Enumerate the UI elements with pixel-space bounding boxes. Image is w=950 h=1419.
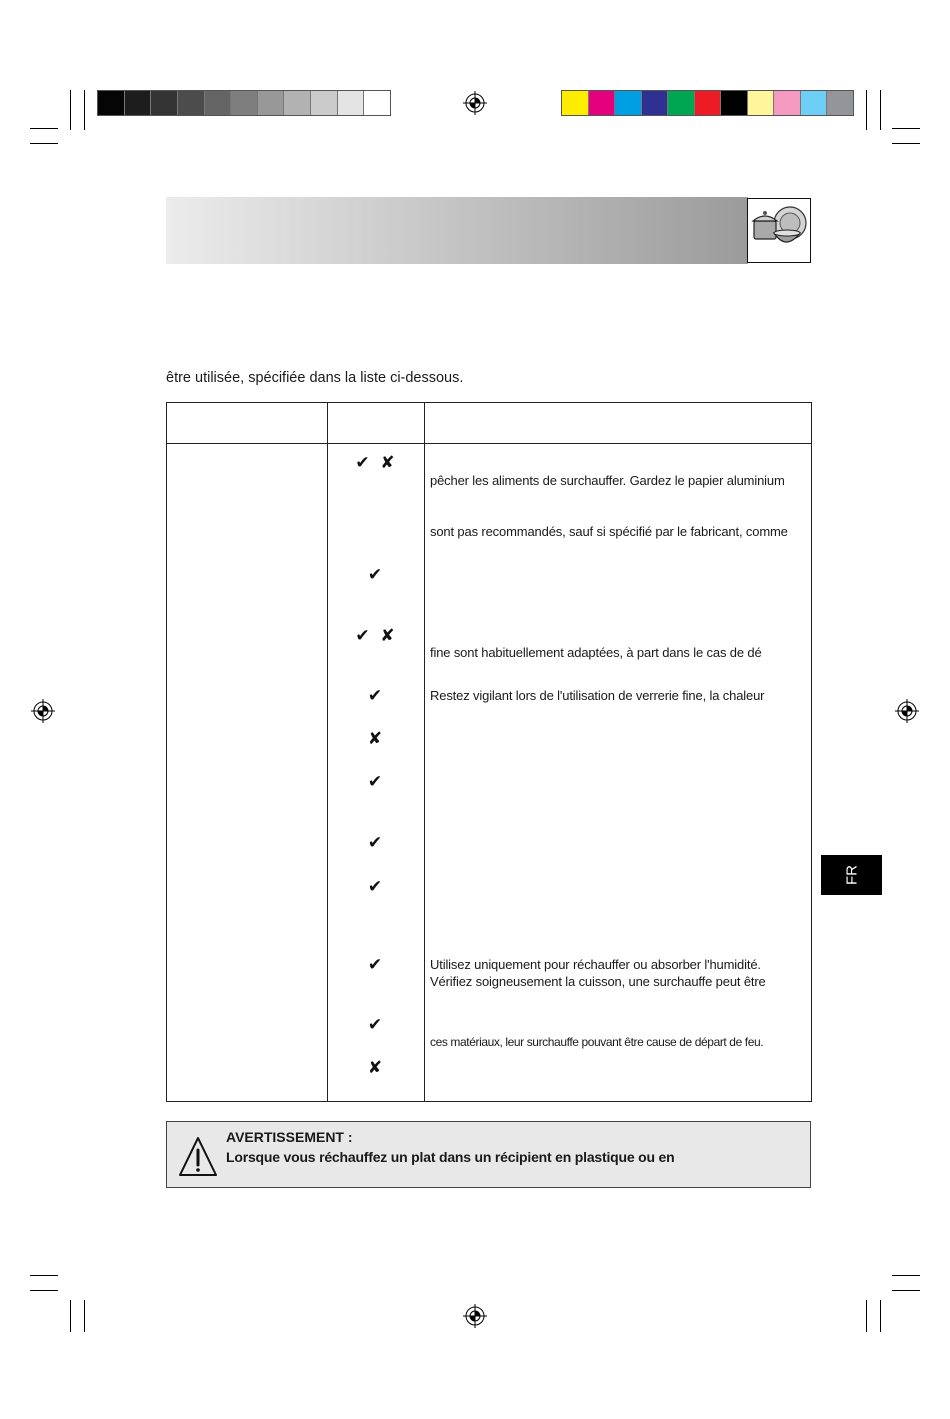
color-swatch: [721, 91, 748, 115]
color-swatch: [748, 91, 775, 115]
suitability-mark: ✔: [367, 1015, 383, 1035]
suitability-mark: ✔: [367, 955, 383, 975]
suitability-mark: ✔: [367, 877, 383, 897]
color-swatch: [774, 91, 801, 115]
cookware-icon: [748, 199, 809, 261]
color-swatch: [642, 91, 669, 115]
suitability-mark: ✔: [367, 565, 383, 585]
suitability-mark: ✘: [367, 729, 383, 749]
table-column-divider: [424, 402, 425, 1102]
color-swatch: [801, 91, 828, 115]
table-note: ces matériaux, leur surchauffe pouvant être cause de départ de feu.: [430, 1035, 764, 1049]
color-swatch: [338, 91, 365, 115]
table-note: pêcher les aliments de surchauffer. Gardez le papier aluminium: [430, 473, 785, 488]
crop-mark-top-left: [30, 90, 85, 144]
cookware-table: [166, 402, 812, 1102]
intro-text: être utilisée, spécifiée dans la liste ci-dessous.: [166, 370, 464, 386]
color-swatch: [695, 91, 722, 115]
color-swatch: [562, 91, 589, 115]
color-swatch: [827, 91, 853, 115]
suitability-mark: ✘: [367, 1058, 383, 1078]
registration-target-icon: [895, 699, 919, 723]
color-swatch: [151, 91, 178, 115]
section-header-band: [166, 197, 748, 264]
table-note: fine sont habituellement adaptées, à part dans le cas de dé: [430, 645, 762, 660]
suitability-mark: ✔: [367, 686, 383, 706]
color-swatch: [258, 91, 285, 115]
color-swatch: [205, 91, 232, 115]
color-swatch: [668, 91, 695, 115]
color-swatch: [231, 91, 258, 115]
color-swatch: [98, 91, 125, 115]
crop-mark-top-right: [867, 90, 921, 144]
registration-target-icon: [31, 699, 55, 723]
table-note: Vérifiez soigneusement la cuisson, une surchauffe peut être: [430, 974, 766, 989]
color-swatch: [125, 91, 152, 115]
crop-mark-bottom-right: [867, 1276, 921, 1333]
table-note: Utilisez uniquement pour réchauffer ou absorber l'humidité.: [430, 957, 761, 972]
warning-text: Lorsque vous réchauffez un plat dans un récipient en plastique ou en: [226, 1149, 675, 1165]
table-column-divider: [327, 402, 328, 1102]
language-tab: [821, 855, 882, 895]
language-tab-label: FR: [843, 865, 860, 885]
color-swatch: [284, 91, 311, 115]
process-color-bar: [561, 90, 854, 116]
warning-title: AVERTISSEMENT :: [226, 1129, 353, 1145]
suitability-mark: ✔: [367, 772, 383, 792]
color-swatch: [589, 91, 616, 115]
suitability-mark: ✔ ✘: [355, 453, 395, 473]
crop-mark-bottom-left: [30, 1276, 85, 1333]
color-swatch: [178, 91, 205, 115]
suitability-mark: ✔: [367, 833, 383, 853]
color-swatch: [311, 91, 338, 115]
table-header-divider: [166, 443, 812, 444]
header-icon-box: [747, 198, 811, 263]
suitability-mark: ✔ ✘: [355, 626, 395, 646]
registration-target-icon: [463, 91, 487, 115]
table-note: sont pas recommandés, sauf si spécifié par le fabricant, comme: [430, 524, 788, 539]
color-swatch: [364, 91, 390, 115]
table-note: Restez vigilant lors de l'utilisation de verrerie fine, la chaleur: [430, 688, 765, 703]
registration-target-icon: [463, 1304, 487, 1328]
grayscale-color-bar: [97, 90, 391, 116]
warning-triangle-icon: [178, 1135, 218, 1179]
color-swatch: [615, 91, 642, 115]
